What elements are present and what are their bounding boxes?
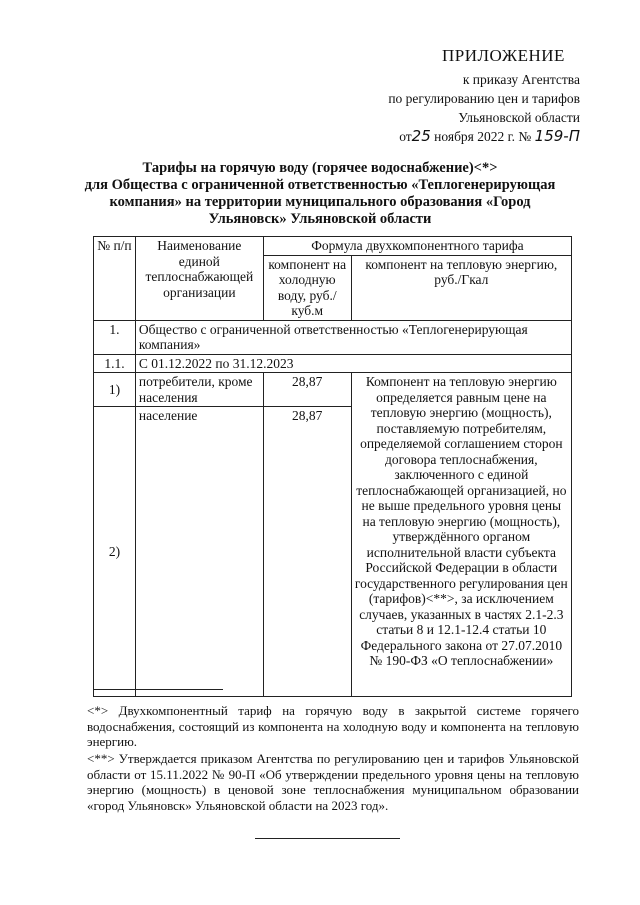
row-cold-water: 28,87 [263, 373, 351, 407]
appendix-line-2: по регулированию цен и тарифов [388, 91, 580, 106]
row-number: 2) [94, 407, 136, 697]
period-row [94, 354, 572, 373]
org-row [94, 320, 572, 354]
org-number: 1. [94, 320, 136, 354]
row-consumer: потребители, кроме населения [135, 373, 263, 407]
org-name: Общество с ограниченной ответственностью «Теплогенерирующая компания» [135, 320, 571, 354]
tariff-table [93, 236, 572, 697]
footnote-divider [93, 689, 223, 690]
appendix-heading: ПРИЛОЖЕНИЕ [442, 46, 565, 65]
row-consumer: население [135, 407, 263, 697]
period-text: С 01.12.2022 по 31.12.2023 [135, 354, 571, 373]
title-line-1: Тарифы на горячую воду (горячее водоснабжение)<*> [142, 160, 498, 176]
header-cold-water: компонент на холодную воду, руб./куб.м [263, 255, 351, 320]
table-row [94, 373, 572, 407]
row-number: 1) [94, 373, 136, 407]
appendix-date-line [399, 127, 580, 145]
appendix-line-1: к приказу Агентства [462, 72, 580, 87]
end-divider [255, 838, 400, 839]
date-day-handwritten: 25 [411, 127, 431, 145]
header-org-name: Наименование единой теплоснабжающей организации [135, 237, 263, 321]
footnote-1: <*> Двухкомпонентный тариф на горячую воду в закрытой системе горячего водоснабжения, состоящий из компонента на холодную воду и компонента на тепловую энергию. [87, 703, 579, 749]
title-line-2: для Общества с ограниченной ответственностью «Теплогенерирующая [84, 177, 556, 193]
heat-component-text: Компонент на тепловую энергию определяется равным цене на тепловую энергию (мощность), поставляемую потребителям, определяемой соглашением сторон договора теплоснабжения, заключенного с единой теплоснабжающей организацией, но не выше предельного уровня цены на тепловую энергию (мощность), утверждённого органом исполнительной власти субъекта Российской Федерации в области государственного регулирования цен (тарифов)<**>, за исключением случаев, указанных в частях 2.1-2.3 статьи 8 и 12.1-12.4 статьи 10 Федерального закона от 27.07.2010 № 190-ФЗ «О теплоснабжении» [351, 373, 571, 697]
order-number-handwritten: 159-П [534, 127, 580, 145]
period-number: 1.1. [94, 354, 136, 373]
title-line-4: Ульяновск» Ульяновской области [208, 211, 432, 227]
header-heat-energy: компонент на тепловую энергию, руб./Гкал [351, 255, 571, 320]
header-formula: Формула двухкомпонентного тарифа [263, 237, 571, 256]
footnote-2: <**> Утверждается приказом Агентства по регулированию цен и тарифов Ульяновской области от 15.11.2022 № 90-П «Об утверждении предельного уровня цены на тепловую энергию (мощность) в ценовой зоне теплоснабжения муниципальном образовании «город Ульяновск» Ульяновской области на 2023 год». [87, 751, 579, 813]
row-cold-water: 28,87 [263, 407, 351, 697]
document-title [70, 160, 570, 228]
header-number: № п/п [94, 237, 136, 321]
date-prefix: от [399, 129, 412, 144]
title-line-3: компания» на территории муниципального образования «Город [109, 194, 531, 210]
appendix-line-3: Ульяновской области [458, 110, 580, 125]
date-rest: ноября 2022 г. № [434, 129, 532, 144]
